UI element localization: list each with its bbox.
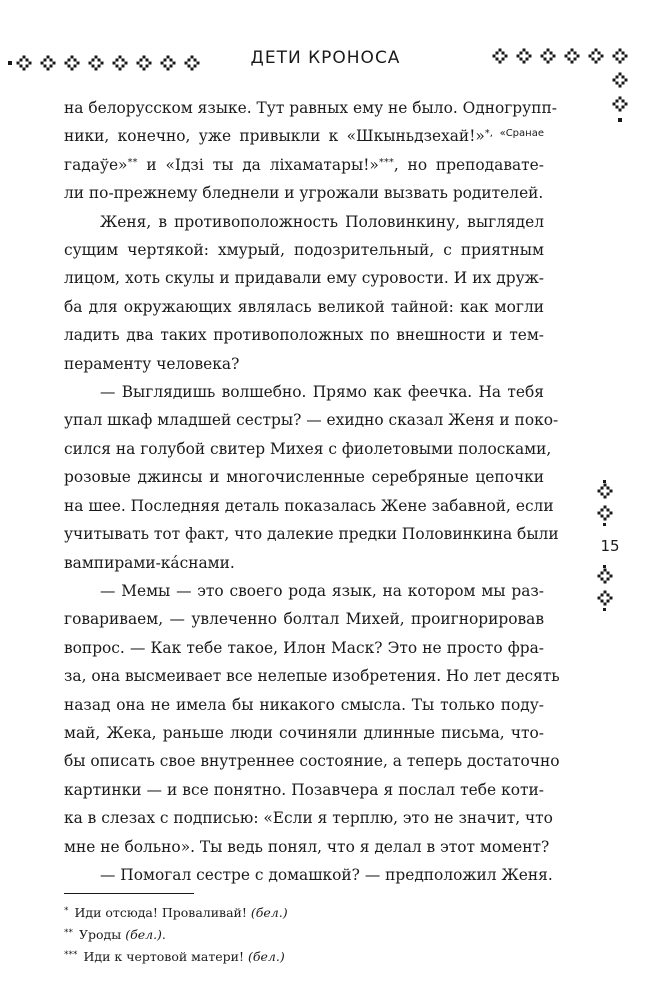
footnote-2: ** Уроды (бел.). xyxy=(64,927,166,942)
running-header: ДЕТИ КРОНОСА xyxy=(250,48,401,68)
paragraph-5: — Помогал сестре с домашкой? — предположил Женя. xyxy=(100,865,553,884)
paragraph-1: на белорусском языке. Тут равных ему не было. Одногрупп- ники, конечно, уже привыкли к «Шкыньдзехай!»$^{*, «Сранае}$ гадаўе»** и «Ідзі ты да ліхаматары!»***, но преподавате- ли по-прежнему бледнели и угрожали вызвать родителей. xyxy=(64,99,557,203)
ornament-side-bottom-icon xyxy=(588,565,622,611)
body-text xyxy=(64,94,560,889)
paragraph-3: — Выглядишь волшебно. Прямо как феечка. На тебя упал шкаф младшей сестры? — ехидно сказал Женя и поко- сился на голубой свитер Михея с фиолетовыми полосками, розовые джинсы и многочисленные серебряные цепочки на шее. Последняя деталь показалась Жене забавной, если учитывать тот факт, что далекие предки Половинкина были вампирами-ка́снами. xyxy=(64,383,559,572)
footnote-3: *** Иди к чертовой матери! (бел.) xyxy=(64,949,285,964)
footnote-rule xyxy=(64,893,194,894)
page-number: 15 xyxy=(600,537,620,555)
footnotes xyxy=(64,901,544,967)
paragraph-2: Женя, в противоположность Половинкину, выглядел сущим чертякой: хмурый, подозрительный, с приятным лицом, хоть скулы и придавали ему суровости. И их друж- ба для окружающих являлась великой тайной: как могли ладить два таких противоположных по внешности и тем- пераменту человека? xyxy=(64,212,544,373)
footnote-1: * Иди отсюда! Проваливай! (бел.) xyxy=(64,905,288,920)
ornament-side-top-icon xyxy=(588,480,622,526)
paragraph-4: — Мемы — это своего рода язык, на котором мы раз- говариваем, — увлеченно болтал Михей, проигнорировав вопрос. — Как тебе такое, Илон Маск? Это не просто фра- за, она высмеивает все нелепые изобретения. Но лет десять назад она не имела бы никакого смысла. Ты только поду- май, Жека, раньше люди сочиняли длинные письма, что- бы описать свое внутреннее состояние, а теперь достаточно картинки — и все понятно. Позавчера я послал тебе коти- ка в слезах с подписью: «Если я терплю, это не значит, что мне не больно». Ты ведь понял, что я делал в этот момент? xyxy=(64,581,560,856)
